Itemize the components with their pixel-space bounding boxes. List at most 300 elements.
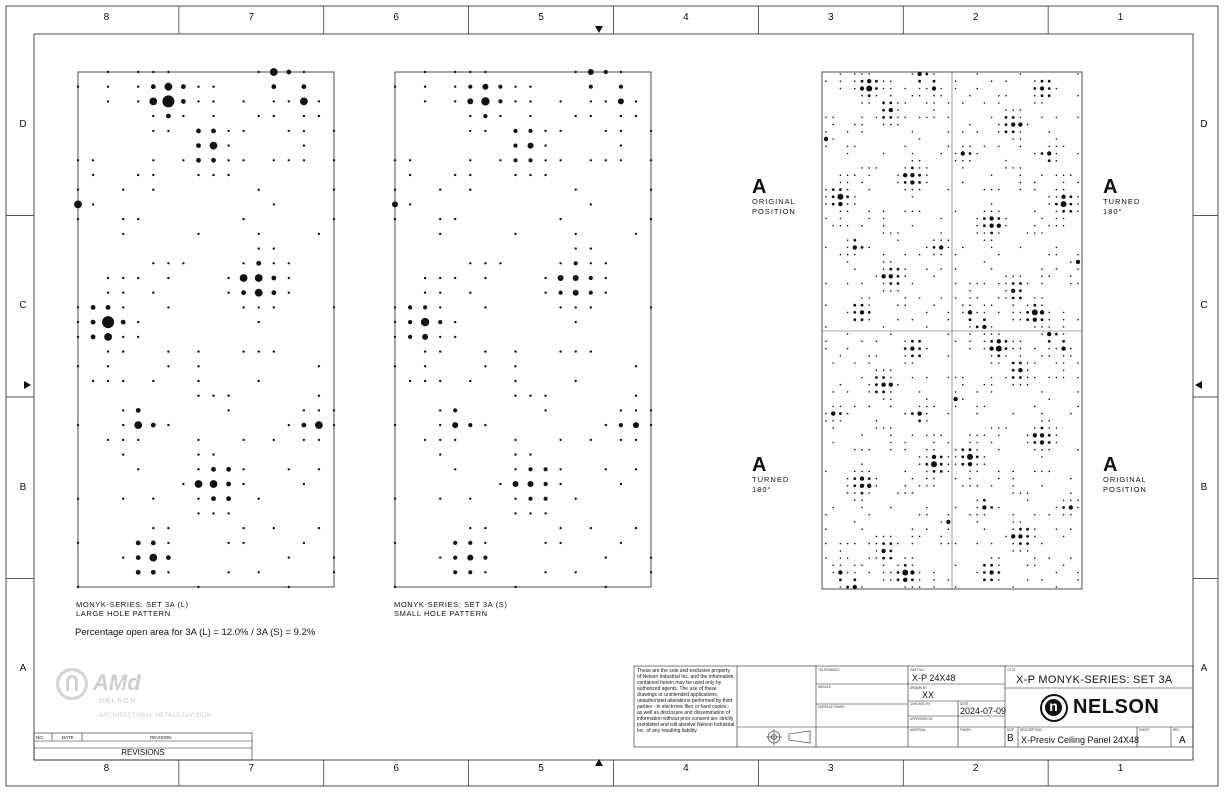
perforation-hole (933, 586, 935, 588)
perforation-hole (590, 247, 592, 249)
zone-column-label: 2 (972, 12, 979, 23)
perforation-hole (1019, 376, 1022, 379)
perforation-hole (868, 391, 870, 393)
perforation-hole (868, 304, 870, 306)
perforation-hole (650, 556, 652, 558)
perforation-hole (242, 527, 244, 529)
perforation-hole (1033, 441, 1036, 444)
perforation-hole (831, 411, 835, 415)
perforation-hole (1069, 203, 1072, 206)
perforation-hole (832, 406, 834, 408)
perforation-hole (853, 477, 856, 480)
perforation-hole (137, 439, 139, 441)
perforation-hole (904, 88, 906, 90)
perforation-hole (107, 365, 109, 367)
perforation-hole (1026, 311, 1029, 314)
perforation-hole (1041, 117, 1043, 119)
nelson-logo-mark: n (1045, 699, 1062, 716)
perforation-hole (151, 570, 156, 575)
label-top-right-line2: 180° (1103, 207, 1123, 216)
perforation-hole (918, 354, 921, 357)
perforation-hole (273, 350, 275, 352)
perforation-hole (1063, 536, 1065, 538)
perforation-hole (122, 424, 124, 426)
perforation-hole (926, 312, 928, 314)
perforation-hole (997, 217, 1000, 220)
perforation-hole (861, 471, 863, 473)
perforation-hole (394, 542, 396, 544)
perforation-hole (635, 365, 637, 367)
perforation-hole (137, 321, 139, 323)
perforation-hole (77, 218, 79, 220)
perforation-hole (197, 365, 199, 367)
perforation-hole (982, 325, 986, 329)
perforation-hole (883, 565, 885, 567)
drawn-by: XX (922, 690, 935, 700)
perforation-hole (919, 297, 921, 299)
perforation-hole (1026, 542, 1029, 545)
perforation-hole (990, 564, 993, 567)
perforation-hole (926, 348, 928, 350)
perforation-hole (1012, 413, 1014, 415)
perforation-hole (136, 541, 141, 546)
perforation-hole (969, 514, 971, 516)
perforation-hole (948, 102, 950, 104)
perforation-hole (1077, 500, 1079, 502)
perforation-hole (1034, 406, 1036, 408)
perforation-hole (969, 348, 971, 350)
perforation-hole (910, 570, 914, 574)
perforation-hole (242, 468, 244, 470)
perforation-hole (635, 115, 637, 117)
perforation-hole (926, 182, 928, 184)
perforation-hole (984, 189, 986, 191)
perforation-hole (544, 571, 546, 573)
perforation-hole (573, 275, 579, 281)
perforation-hole (106, 305, 111, 310)
perforation-hole (976, 507, 978, 509)
perforation-hole (255, 274, 263, 282)
perforation-hole (1077, 283, 1079, 285)
perforation-hole (868, 543, 870, 545)
perforation-hole (454, 277, 456, 279)
perforation-hole (453, 541, 457, 545)
perforation-hole (122, 218, 124, 220)
perforation-hole (847, 283, 849, 285)
revision-letter: A (1179, 735, 1186, 746)
perforation-hole (967, 454, 973, 460)
perforation-hole (854, 521, 856, 523)
perforation-hole (288, 424, 290, 426)
perforation-hole (1041, 218, 1043, 220)
perforation-hole (1034, 182, 1036, 184)
perforation-hole (137, 277, 139, 279)
perforation-hole (976, 521, 978, 523)
perforation-hole (1012, 109, 1014, 111)
perforation-hole (926, 485, 928, 487)
perforation-hole (933, 239, 935, 241)
perforation-hole (881, 549, 885, 553)
perforation-hole (303, 439, 305, 441)
perforation-hole (650, 130, 652, 132)
perforation-hole (998, 232, 1000, 234)
perforation-hole (258, 321, 260, 323)
perforation-hole (258, 71, 260, 73)
perforation-hole (904, 167, 906, 169)
perforation-hole (983, 499, 986, 502)
perforation-hole (912, 319, 914, 321)
perforation-hole (1056, 268, 1058, 270)
perforation-hole (1077, 73, 1079, 75)
perforation-hole (948, 471, 950, 473)
perforation-hole (1005, 80, 1007, 82)
perforation-hole (825, 80, 827, 82)
perforation-hole (931, 461, 937, 467)
perforation-hole (890, 369, 892, 371)
perforation-hole (839, 412, 842, 415)
perforation-hole (948, 442, 950, 444)
perforation-hole (558, 275, 564, 281)
perforation-hole (984, 341, 986, 343)
perforation-hole (1040, 433, 1044, 437)
perforation-hole (484, 542, 486, 544)
perforation-hole (273, 203, 275, 205)
perforation-hole (1011, 289, 1015, 293)
perforation-hole (1063, 377, 1065, 379)
perforation-hole (227, 277, 229, 279)
perforation-hole (883, 80, 885, 82)
perforation-hole (1033, 304, 1036, 307)
perforation-hole (1034, 102, 1036, 104)
perforation-hole (932, 86, 936, 90)
perforation-hole (469, 262, 471, 264)
perforation-hole (122, 498, 124, 500)
perforation-hole (544, 497, 548, 501)
perforation-hole (976, 442, 978, 444)
perforation-hole (439, 453, 441, 455)
perforation-hole (883, 88, 885, 90)
perforation-hole (604, 70, 608, 74)
perforation-hole (256, 261, 261, 266)
perforation-hole (1069, 210, 1072, 213)
perforation-hole (861, 507, 863, 509)
perforation-hole (939, 245, 943, 249)
perforation-hole (1027, 579, 1029, 581)
perforation-hole (300, 98, 308, 106)
perforation-hole (1020, 492, 1022, 494)
perforation-hole (1034, 514, 1036, 516)
perforation-hole (976, 500, 978, 502)
svg-text:PART NO.: PART NO. (910, 668, 925, 672)
perforation-hole (1061, 346, 1065, 350)
perforation-hole (847, 131, 849, 133)
perforation-hole (991, 485, 993, 487)
perforation-hole (258, 115, 260, 117)
perforation-hole (955, 297, 957, 299)
zone-column-label: 8 (103, 12, 110, 23)
perforation-hole (1019, 282, 1022, 285)
perforation-hole (212, 395, 214, 397)
perforation-hole (876, 276, 878, 278)
perforation-hole (1063, 565, 1065, 567)
perforation-hole (998, 478, 1000, 480)
rev-col-date: DATE (62, 735, 74, 740)
label-bottom-right-line1: ORIGINAL (1103, 475, 1147, 484)
perforation-hole (890, 536, 892, 538)
zone-row-label: B (19, 481, 27, 493)
zone-column-label: 7 (248, 763, 255, 774)
perforation-hole (990, 232, 993, 235)
perforation-hole (107, 292, 109, 294)
perforation-hole (840, 254, 842, 256)
perforation-hole (904, 564, 907, 567)
perforation-hole (1020, 341, 1022, 343)
perforation-hole (650, 306, 652, 308)
perforation-hole (940, 239, 942, 241)
perforation-hole (107, 380, 109, 382)
perforation-hole (559, 218, 561, 220)
perforation-hole (1012, 586, 1014, 588)
perforation-hole (984, 456, 986, 458)
perforation-hole (847, 492, 849, 494)
perforation-hole (955, 478, 957, 480)
perforation-hole (897, 571, 900, 574)
perforation-hole (122, 556, 124, 558)
perforation-hole (984, 514, 986, 516)
perforation-hole (1034, 297, 1036, 299)
zone-row-label: D (1200, 118, 1208, 130)
perforation-hole (984, 283, 986, 285)
perforation-hole (1056, 377, 1058, 379)
perforation-hole (1048, 514, 1050, 516)
perforation-hole (1005, 297, 1007, 299)
perforation-hole (1041, 413, 1043, 415)
perforation-hole (861, 297, 863, 299)
perforation-hole (825, 514, 827, 516)
perforation-hole (1077, 406, 1079, 408)
perforation-hole (890, 80, 892, 82)
perforation-hole (919, 211, 921, 213)
perforation-hole (605, 262, 607, 264)
perforation-hole (620, 71, 622, 73)
perforation-hole (984, 435, 986, 437)
perforation-hole (955, 377, 957, 379)
large-hole-pattern (74, 68, 335, 588)
perforation-hole (840, 182, 842, 184)
perforation-hole (227, 130, 229, 132)
perforation-hole (919, 391, 921, 393)
perforation-hole (1027, 304, 1029, 306)
perforation-hole (1012, 282, 1015, 285)
perforation-hole (288, 556, 290, 558)
perforation-hole (897, 492, 899, 494)
perforation-hole (976, 232, 978, 234)
perforation-hole (151, 423, 156, 428)
perforation-hole (875, 87, 878, 90)
perforation-hole (333, 306, 335, 308)
perforation-hole (619, 423, 623, 427)
perforation-hole (1020, 319, 1022, 321)
perforation-hole (955, 565, 957, 567)
perforation-hole (242, 439, 244, 441)
perforation-hole (409, 380, 411, 382)
perforation-hole (1005, 109, 1007, 111)
perforation-hole (955, 88, 957, 90)
perforation-hole (136, 408, 141, 413)
perforation-hole (1012, 130, 1015, 133)
perforation-hole (1012, 471, 1014, 473)
perforation-hole (882, 376, 885, 379)
perforation-hole (883, 218, 885, 220)
panel-large-outline (78, 72, 334, 587)
perforation-hole (483, 556, 487, 560)
perforation-hole (303, 130, 305, 132)
perforation-hole (92, 380, 94, 382)
zone-column-label: 4 (683, 763, 689, 774)
perforation-hole (940, 254, 942, 256)
perforation-hole (1063, 174, 1065, 176)
perforation-hole (940, 95, 942, 97)
perforation-hole (1056, 196, 1058, 198)
perforation-hole (889, 282, 892, 285)
perforation-hole (984, 232, 986, 234)
perforation-hole (1070, 355, 1072, 357)
perforation-hole (1005, 340, 1008, 343)
perforation-hole (861, 102, 863, 104)
zone-row-label: B (1200, 481, 1208, 493)
perforation-hole (454, 174, 456, 176)
perforation-hole (92, 203, 94, 205)
perforation-hole (77, 336, 79, 338)
perforation-hole (77, 321, 79, 323)
perforation-hole (868, 384, 870, 386)
perforation-hole (897, 578, 900, 581)
perforation-hole (854, 572, 856, 574)
perforation-hole (1020, 138, 1022, 140)
perforation-hole (528, 467, 532, 471)
perforation-hole (991, 543, 993, 545)
perforation-hole (77, 86, 79, 88)
perforation-hole (976, 572, 978, 574)
perforation-hole (1027, 362, 1029, 364)
perforation-hole (227, 159, 229, 161)
perforation-hole (919, 572, 921, 574)
perforation-hole (890, 377, 892, 379)
perforation-hole (854, 124, 856, 126)
perforation-hole (897, 268, 900, 271)
perforation-hole (1077, 95, 1079, 97)
perforation-hole (1005, 283, 1007, 285)
label-bottom-left-letter: A (752, 454, 767, 476)
perforation-hole (273, 100, 275, 102)
perforation-hole (854, 406, 856, 408)
perforation-hole (242, 542, 244, 544)
perforation-hole (544, 542, 546, 544)
perforation-hole (840, 543, 842, 545)
perforation-hole (439, 409, 441, 411)
perforation-hole (991, 355, 993, 357)
perforation-hole (1048, 449, 1050, 451)
perforation-hole (1020, 189, 1022, 191)
perforation-hole (890, 124, 892, 126)
perforation-hole (940, 456, 943, 459)
perforation-hole (453, 556, 457, 560)
perforation-hole (883, 572, 885, 574)
perforation-hole (182, 159, 184, 161)
perforation-hole (991, 239, 993, 241)
perforation-hole (1070, 348, 1072, 350)
perforation-hole (940, 88, 942, 90)
perforation-hole (270, 68, 278, 76)
perforation-hole (912, 283, 914, 285)
perforation-hole (889, 542, 892, 545)
perforation-hole (910, 346, 914, 350)
perforation-hole (452, 422, 458, 428)
perforation-hole (559, 483, 561, 485)
perforation-hole (868, 311, 871, 314)
perforation-hole (861, 73, 863, 75)
perforation-hole (962, 102, 964, 104)
perforation-hole (861, 304, 864, 307)
perforation-hole (940, 297, 942, 299)
perforation-hole (499, 483, 501, 485)
perforation-hole (149, 554, 157, 562)
perforation-hole (919, 536, 921, 538)
perforation-hole (227, 571, 229, 573)
perforation-hole (394, 306, 396, 308)
perforation-hole (1018, 534, 1022, 538)
perforation-hole (969, 478, 971, 480)
perforation-hole (991, 391, 993, 393)
perforation-hole (867, 484, 871, 488)
perforation-hole (149, 98, 157, 106)
perforation-hole (1048, 146, 1050, 148)
perforation-hole (1005, 130, 1008, 133)
perforation-hole (976, 283, 978, 285)
perforation-hole (847, 485, 849, 487)
perforation-hole (847, 203, 849, 205)
perforation-hole (212, 86, 214, 88)
perforation-hole (854, 543, 856, 545)
perforation-hole (876, 167, 878, 169)
perforation-hole (588, 69, 594, 75)
perforation-hole (333, 556, 335, 558)
perforation-hole (167, 571, 169, 573)
perforation-hole (167, 262, 169, 264)
perforation-hole (904, 362, 906, 364)
perforation-hole (650, 424, 652, 426)
perforation-hole (847, 572, 849, 574)
perforation-hole (861, 117, 863, 119)
perforation-hole (498, 85, 502, 89)
perforation-hole (876, 355, 878, 357)
perforation-hole (423, 305, 427, 309)
perforation-hole (926, 174, 928, 176)
perforation-hole (948, 312, 950, 314)
perforation-hole (897, 239, 899, 241)
perforation-hole (998, 254, 1000, 256)
perforation-hole (1041, 456, 1043, 458)
perforation-hole (315, 421, 323, 429)
perforation-hole (620, 483, 622, 485)
perforation-hole (333, 189, 335, 191)
perforation-hole (998, 362, 1000, 364)
perforation-hole (1063, 189, 1065, 191)
perforation-hole (1026, 535, 1029, 538)
perforation-hole (825, 189, 827, 191)
perforation-hole (883, 124, 885, 126)
perforation-hole (926, 377, 928, 379)
